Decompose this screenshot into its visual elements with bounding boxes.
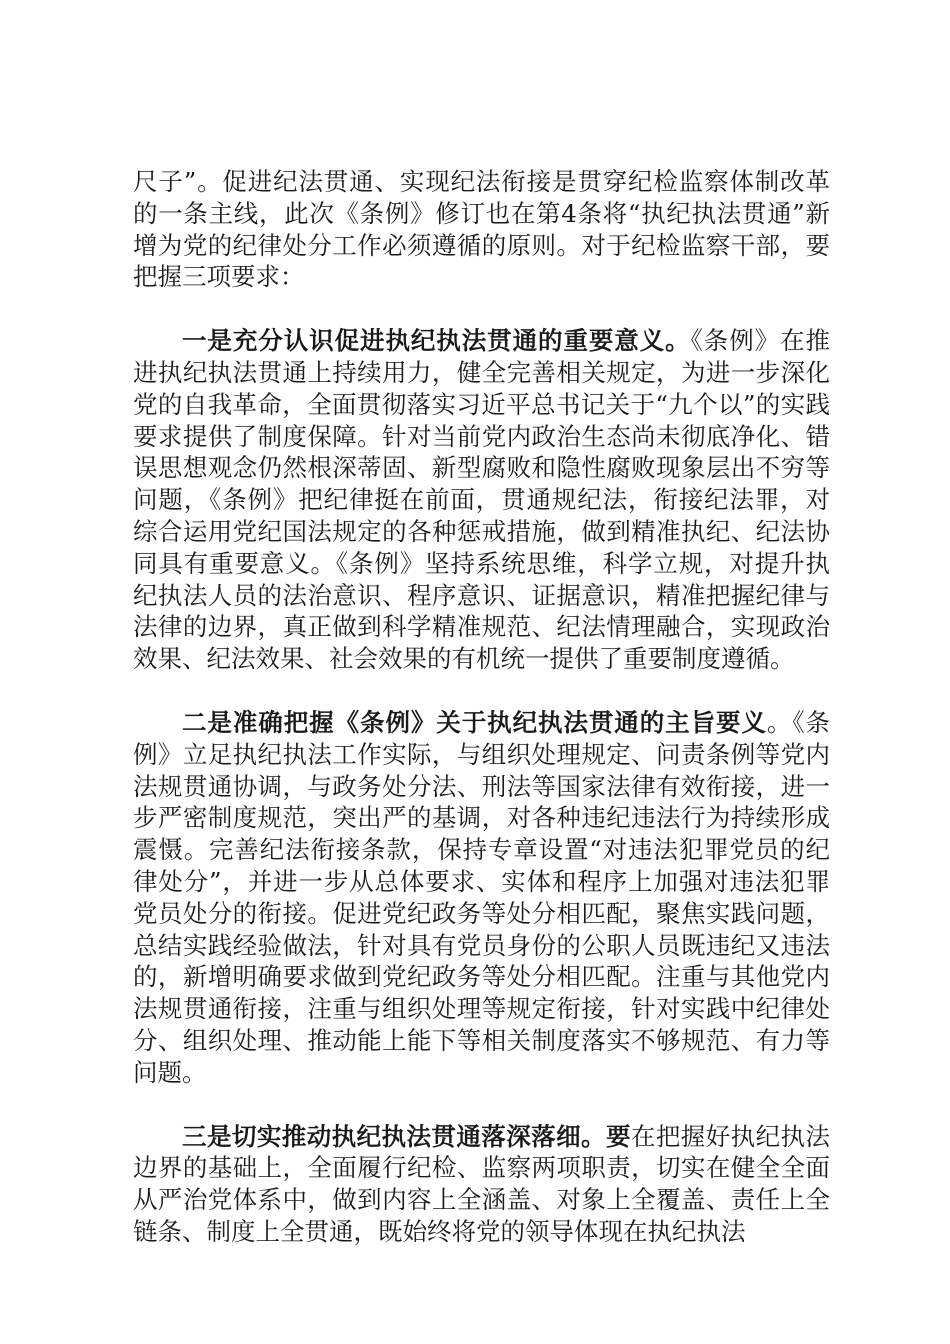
intro-paragraph: 尺子”。促进纪法贯通、实现纪法衔接是贯穿纪检监察体制改革的一条主线，此次《条例》修订也在第4条将“执纪执法贯通”新增为党的纪律处分工作必须遵循的原则。对于纪检监察干部，要把握三项要求： [133,167,830,292]
section-body-2: 。《条例》立足执纪执法工作实际，与组织处理规定、问责条例等党内法规贯通协调，与政务处分法、刑法等国家法律有效衔接，进一步严密制度规范，突出严的基调，对各种违纪违法行为持续形成震慑。完善纪法衔接条款，保持专章设置“对违法犯罪党员的纪律处分”，并进一步从总体要求、实体和程序上加强对违法犯罪党员处分的衔接。促进党纪政务等处分相匹配，聚焦实践问题，总结实践经验做法，针对具有党员身份的公职人员既违纪又违法的，新增明确要求做到党纪政务等处分相匹配。注重与其他党内法规贯通衔接，注重与组织处理等规定衔接，针对实践中纪律处分、组织处理、推动能上能下等相关制度落实不够规范、有力等问题。 [133,707,831,1087]
paragraph-gap [133,675,830,707]
paragraph-gap [133,1089,830,1121]
section-heading-2: 二是准确把握《条例》关于执纪执法贯通的主旨要义 [182,707,767,737]
section-paragraph-3 [133,1121,830,1248]
section-paragraph-1 [133,325,830,675]
section-body-3: 在把握好执纪执法边界的基础上，全面履行纪检、监察两项职责，切实在健全全面从严治党体系中，做到内容上全涵盖、对象上全覆盖、责任上全链条、制度上全贯通，既始终将党的领导体现在执纪执法 [133,1121,831,1246]
section-heading-3: 三是切实推动执纪执法贯通落深落细。要 [182,1121,631,1151]
document-page [133,166,830,1248]
section-body-1: 《条例》在推进执纪执法贯通上持续用力，健全完善相关规定，为进一步深化党的自我革命，全面贯彻落实习近平总书记关于“九个以”的实践要求提供了制度保障。针对当前党内政治生态尚未彻底净化、错误思想观念仍然根深蒂固、新型腐败和隐性腐败现象层出不穷等问题，《条例》把纪律挺在前面，贯通规纪法，衔接纪法罪，对综合运用党纪国法规定的各种惩戒措施，做到精准执纪、纪法协同具有重要意义。《条例》坚持系统思维，科学立规，对提升执纪执法人员的法治意识、程序意识、证据意识，精准把握纪律与法律的边界，真正做到科学精准规范、纪法情理融合，实现政治效果、纪法效果、社会效果的有机统一提供了重要制度遵循。 [133,326,831,674]
section-paragraph-2 [133,707,830,1089]
paragraph-gap [133,293,830,325]
section-heading-1: 一是充分认识促进执纪执法贯通的重要意义。 [182,326,691,356]
